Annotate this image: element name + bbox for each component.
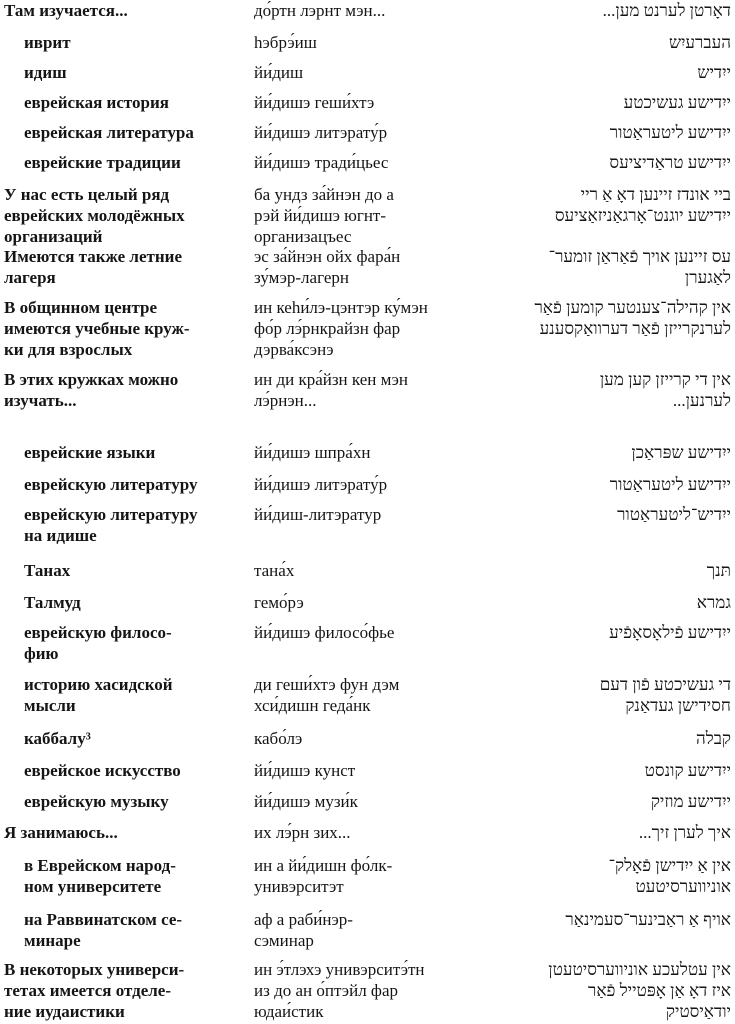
transliteration-text: йи́диш-литэратур xyxy=(254,505,382,524)
yiddish-text: ייִדישע קונסט xyxy=(644,761,731,780)
transliteration-text: их лэ́рн зих... xyxy=(254,823,351,842)
transliteration-text: аф а раби́нэр- сэминар xyxy=(254,910,353,950)
russian-text: еврейские языки xyxy=(24,443,156,462)
transliteration-text: эс за́йнэн ойх фара́н зу́мэр-лагерн xyxy=(254,247,401,287)
transliteration-text: йи́дишэ литэрату́р xyxy=(254,475,388,494)
transliteration-text: йи́дишэ геши́хтэ xyxy=(254,93,375,112)
yiddish-text: ייִדישע ליטעראַטור xyxy=(609,475,731,494)
yiddish-text: אויף אַ ראַבינער־סעמינאַר xyxy=(565,910,731,929)
russian-text: Там изучается... xyxy=(4,1,128,20)
russian-text: В общинном центре имеются учебные круж- ки для взрослых xyxy=(4,298,190,359)
russian-text: еврейские традиции xyxy=(24,153,181,172)
transliteration-text: ди геши́хтэ фун дэм хси́дишн геда́нк xyxy=(254,675,400,715)
yiddish-text: ייִדישע ליטעראַטור xyxy=(609,123,731,142)
transliteration-text: ин кеhи́лэ-цэнтэр ку́мэн фо́р лэ́рнкрайзн фар дэрва́ксэнэ xyxy=(254,298,428,359)
russian-text: Имеются также летние лагеря xyxy=(4,247,182,287)
russian-text: еврейское искусство xyxy=(24,761,181,780)
yiddish-text: ייִדיש xyxy=(697,63,731,82)
transliteration-text: ин ди кра́йзн кен мэн лэ́рнэн... xyxy=(254,370,408,410)
yiddish-text: ייִדישע שפּראַכן xyxy=(631,443,731,462)
yiddish-text: דאָרטן לערנט מען... xyxy=(602,1,731,20)
transliteration-text: hэбрэ́иш xyxy=(254,33,317,52)
russian-text: каббалу³ xyxy=(24,729,91,748)
russian-text: еврейскую филосо- фию xyxy=(24,623,172,663)
russian-text: в Еврейском народ- ном университете xyxy=(24,856,176,896)
transliteration-text: гемо́рэ xyxy=(254,593,304,612)
yiddish-text: איך לערן זיך... xyxy=(638,823,731,842)
yiddish-text: העברעיִש xyxy=(668,33,731,52)
yiddish-text: קבלה xyxy=(695,729,731,748)
yiddish-text: אין די קרייזן קען מען לערנען... xyxy=(599,370,731,410)
russian-text: еврейская история xyxy=(24,93,169,112)
russian-text: Я занимаюсь... xyxy=(4,823,118,842)
russian-text: В этих кружках можно изучать... xyxy=(4,370,179,410)
yiddish-text: תּנך xyxy=(706,561,731,580)
russian-text: В некоторых универси- тетах имеется отделе- ние иудаистики xyxy=(4,960,185,1021)
russian-text: иврит xyxy=(24,33,71,52)
transliteration-text: ин э́тлэхэ унивэрситэ́тн из до ан о́птэйл фар юдаи́стик xyxy=(254,960,425,1021)
yiddish-text: אין אַ ייִדישן פֿאָלק־ אוניווערסיטעט xyxy=(608,856,731,896)
transliteration-text: йи́дишэ литэрату́р xyxy=(254,123,388,142)
russian-text: Талмуд xyxy=(24,593,81,612)
russian-text: Танах xyxy=(24,561,71,580)
russian-text: еврейскую литературу на идише xyxy=(24,505,198,545)
yiddish-text: גמרא xyxy=(696,593,731,612)
transliteration-text: йи́дишэ тради́цьес xyxy=(254,153,389,172)
yiddish-text: עס זיינען אויך פֿאַראַן זומער־ לאַגערן xyxy=(548,247,731,287)
transliteration-text: кабо́лэ xyxy=(254,729,303,748)
russian-text: идиш xyxy=(24,63,67,82)
russian-text: еврейская литература xyxy=(24,123,194,142)
russian-text: У нас есть целый ряд еврейских молодёжных организаций xyxy=(4,185,185,246)
yiddish-text: אין קהילה־צענטער קומען פֿאַר לערנקרייזן פֿאַר דערוואַקסענע xyxy=(534,298,731,338)
russian-text: на Раввинатском се- минаре xyxy=(24,910,183,950)
russian-text: историю хасидской мысли xyxy=(24,675,173,715)
yiddish-text: ייִדישע טראַדיציעס xyxy=(609,153,731,172)
yiddish-text: אין עטלעכע אוניווערסיטעטן איז דאָ אַן אָפּטייל פֿאַר יודאַיסטיק xyxy=(548,960,731,1021)
transliteration-text: тана́х xyxy=(254,561,295,580)
yiddish-text: ייִדישע מוזיק xyxy=(650,792,731,811)
transliteration-text: ба ундз за́йнэн до а рэй йи́дишэ югнт- организацъес xyxy=(254,185,394,246)
yiddish-text: ביי אונדז זיינען דאָ אַ ריי ייִדישע יוגנט־אָרגאַניזאַציעס xyxy=(554,185,731,225)
transliteration-text: йи́дишэ филосо́фье xyxy=(254,623,395,642)
yiddish-text: די געשיכטע פֿון דעם חסידישן געדאַנק xyxy=(599,675,731,715)
yiddish-text: ייִדישע געשיכטע xyxy=(623,93,731,112)
transliteration-text: ин а йи́дишн фо́лк- унивэрситэт xyxy=(254,856,393,896)
transliteration-text: йи́дишэ кунст xyxy=(254,761,356,780)
russian-text: еврейскую литературу xyxy=(24,475,198,494)
yiddish-text: ייִדישע פֿילאָסאָפֿיע xyxy=(609,623,731,642)
russian-text: еврейскую музыку xyxy=(24,792,169,811)
yiddish-text: ייִדיש־ליטעראַטור xyxy=(617,505,731,524)
transliteration-text: йи́диш xyxy=(254,63,304,82)
transliteration-text: до́ртн лэрнт мэн... xyxy=(254,1,386,20)
transliteration-text: йи́дишэ шпра́хн xyxy=(254,443,371,462)
transliteration-text: йи́дишэ музи́к xyxy=(254,792,358,811)
